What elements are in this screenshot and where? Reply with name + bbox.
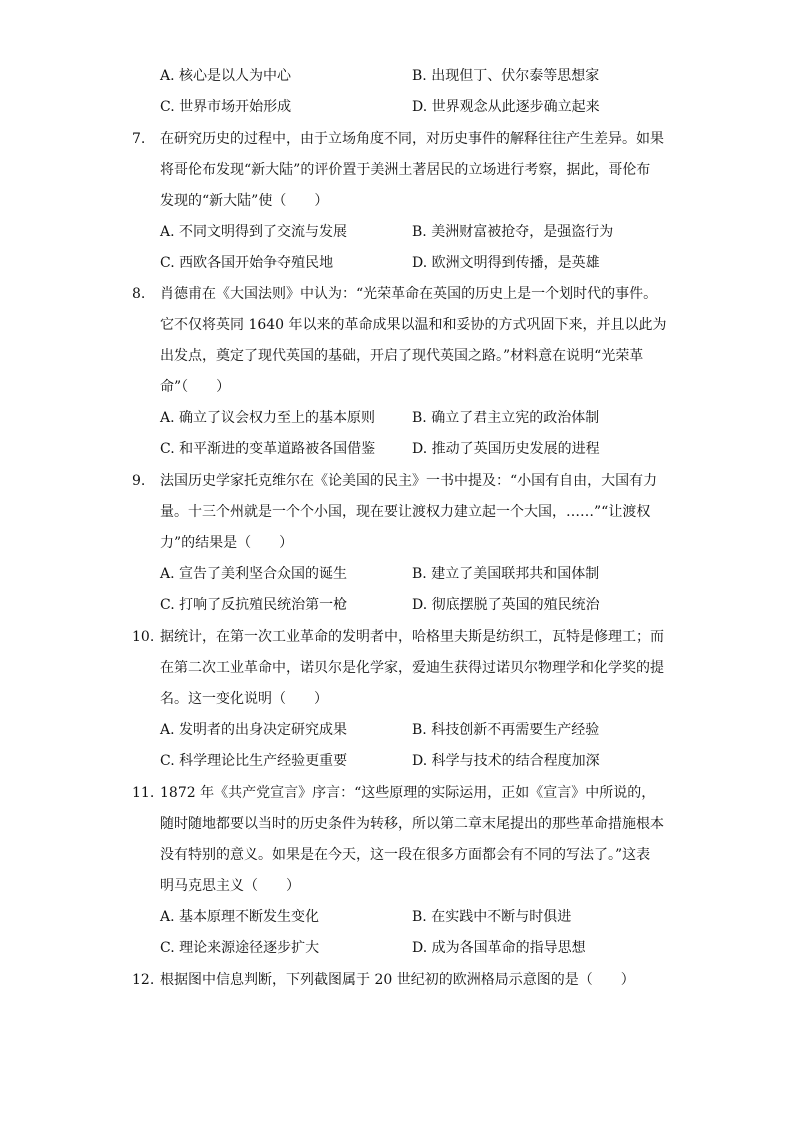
option-c: C. 打响了反抗殖民统治第一枪 xyxy=(160,597,348,613)
option-row xyxy=(160,217,672,248)
question-text xyxy=(160,279,672,403)
text-line: 在第二次工业革命中，诺贝尔是化学家，爱迪生获得过诺贝尔物理学和化学奖的提 xyxy=(160,660,664,676)
text-line: 法国历史学家托克维尔在《论美国的民主》一书中提及：“小国有自由，大国有力 xyxy=(160,473,658,489)
question-options xyxy=(160,217,672,279)
text-line: 名。这一变化说明（ ） xyxy=(160,691,328,707)
question-text xyxy=(160,778,672,902)
question-number: 9. xyxy=(132,473,146,489)
question-options xyxy=(160,715,672,777)
text-line: 没有特别的意义。如果是在今天，这一段在很多方面都会有不同的写法了。”这表 xyxy=(160,847,651,863)
option-b: B. 建立了美国联邦共和国体制 xyxy=(412,566,600,582)
option-d: D. 彻底摆脱了英国的殖民统治 xyxy=(412,597,600,613)
option-c: C. 西欧各国开始争夺殖民地 xyxy=(160,255,334,271)
text-line: 随时随地都要以当时的历史条件为转移，所以第二章末尾提出的那些革命措施根本 xyxy=(160,816,664,832)
option-row xyxy=(160,590,672,621)
question-options xyxy=(160,403,672,465)
text-line: 根据图中信息判断，下列截图属于 20 世纪初的欧洲格局示意图的是（ ） xyxy=(160,972,635,988)
option-row xyxy=(160,248,672,279)
question-text xyxy=(160,622,672,715)
option-row xyxy=(160,64,680,95)
question-10 xyxy=(132,622,672,777)
question-options xyxy=(160,902,672,964)
text-line: 在研究历史的过程中，由于立场角度不同，对历史事件的解释往往产生差异。如果 xyxy=(160,131,664,147)
option-a: A. 不同文明得到了交流与发展 xyxy=(160,224,348,240)
text-line: 将哥伦布发现“新大陆”的评价置于美洲土著居民的立场进行考察，据此，哥伦布 xyxy=(160,162,651,178)
option-a: A. 发明者的出身决定研究成果 xyxy=(160,722,348,738)
text-line: 命”（ ） xyxy=(160,379,231,395)
question-options xyxy=(160,559,672,621)
option-b: B. 出现但丁、伏尔泰等思想家 xyxy=(412,68,600,84)
text-line: 1872 年《共产党宣言》序言：“这些原理的实际运用，正如《宣言》中所说的， xyxy=(160,785,656,801)
option-row xyxy=(160,434,672,465)
option-row xyxy=(160,95,680,126)
question-text xyxy=(160,124,672,217)
text-line: 力”的结果是（ ） xyxy=(160,535,294,551)
option-row xyxy=(160,715,672,746)
option-a: A. 宣告了美利坚合众国的诞生 xyxy=(160,566,348,582)
option-row xyxy=(160,403,672,434)
q6-options xyxy=(160,64,680,126)
question-stem xyxy=(132,124,672,217)
question-stem xyxy=(132,622,672,715)
question-9 xyxy=(132,466,672,621)
option-a: A. 确立了议会权力至上的基本原则 xyxy=(160,410,376,426)
option-d: D. 成为各国革命的指导思想 xyxy=(412,940,586,956)
option-b: B. 科技创新不再需要生产经验 xyxy=(412,722,600,738)
question-stem xyxy=(132,279,672,403)
option-row xyxy=(160,902,672,933)
question-7 xyxy=(132,124,672,279)
question-text xyxy=(160,466,672,559)
question-number: 11. xyxy=(132,785,155,801)
option-row xyxy=(160,933,672,964)
option-a: A. 核心是以人为中心 xyxy=(160,68,292,84)
option-row xyxy=(160,559,672,590)
question-11 xyxy=(132,778,672,964)
question-number: 7. xyxy=(132,131,146,147)
option-c: C. 和平渐进的变革道路被各国借鉴 xyxy=(160,441,376,457)
text-line: 发现的“新大陆”使（ ） xyxy=(160,193,329,209)
text-line: 出发点，奠定了现代英国的基础，开启了现代英国之路。”材料意在说明“光荣革 xyxy=(160,348,644,364)
question-text xyxy=(160,965,672,996)
option-d: D. 欧洲文明得到传播，是英雄 xyxy=(412,255,600,271)
text-line: 量。十三个州就是一个个小国，现在要让渡权力建立起一个大国，……”“让渡权 xyxy=(160,504,651,520)
option-b: B. 在实践中不断与时俱进 xyxy=(412,909,572,925)
text-line: 肖德甫在《大国法则》中认为：“光荣革命在英国的历史上是一个划时代的事件。 xyxy=(160,286,658,302)
option-c: C. 理论来源途径逐步扩大 xyxy=(160,940,320,956)
question-8 xyxy=(132,279,672,465)
option-d: D. 科学与技术的结合程度加深 xyxy=(412,753,600,769)
question-number: 12. xyxy=(132,972,155,988)
option-b: B. 确立了君主立宪的政治体制 xyxy=(412,410,600,426)
option-c: C. 科学理论比生产经验更重要 xyxy=(160,753,348,769)
option-d: D. 推动了英国历史发展的进程 xyxy=(412,441,600,457)
question-stem xyxy=(132,466,672,559)
option-b: B. 美洲财富被抢夺，是强盗行为 xyxy=(412,224,614,240)
text-line: 据统计，在第一次工业革命的发明者中，哈格里夫斯是纺织工，瓦特是修理工；而 xyxy=(160,629,664,645)
question-12 xyxy=(132,965,672,996)
question-stem xyxy=(132,778,672,902)
option-d: D. 世界观念从此逐步确立起来 xyxy=(412,99,600,115)
option-a: A. 基本原理不断发生变化 xyxy=(160,909,320,925)
question-stem xyxy=(132,965,672,996)
option-c: C. 世界市场开始形成 xyxy=(160,99,292,115)
option-row xyxy=(160,746,672,777)
question-number: 10. xyxy=(132,629,155,645)
text-line: 它不仅将英同 1640 年以来的革命成果以温和和妥协的方式巩固下来，并且以此为 xyxy=(160,317,667,333)
text-line: 明马克思主义（ ） xyxy=(160,878,300,894)
question-number: 8. xyxy=(132,286,146,302)
